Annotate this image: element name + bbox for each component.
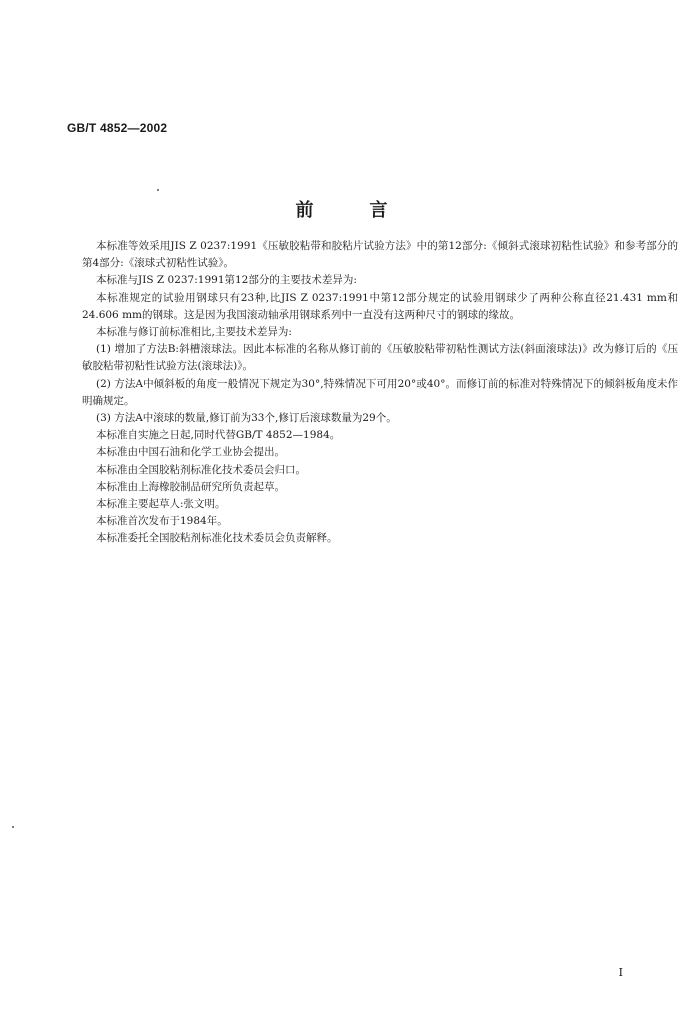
standard-code: GB/T 4852—2002 (67, 121, 168, 135)
paragraph-difference-1: (1) 增加了方法B:斜槽滚球法。因此本标准的名称从修订前的《压敏胶粘带初粘性测试方法(斜面滚球法)》改为修订后的《压敏胶粘带初粘性试验方法(滚球法)》。 (82, 343, 678, 373)
paragraph-replaces: 本标准自实施之日起,同时代替GB/T 4852—1984。 (96, 429, 341, 442)
scan-speck (157, 189, 159, 191)
paragraph-jis-differences-heading: 本标准与JIS Z 0237:1991第12部分的主要技术差异为: (96, 274, 357, 287)
scan-speck (12, 826, 14, 828)
page-title: 前言 (295, 200, 444, 221)
paragraph-difference-3: (3) 方法A中滚球的数量,修订前为33个,修订后滚球数量为29个。 (96, 412, 397, 425)
paragraph-interpretation: 本标准委托全国胶粘剂标准化技术委员会负责解释。 (96, 532, 338, 545)
paragraph-under-jurisdiction: 本标准由全国胶粘剂标准化技术委员会归口。 (96, 463, 306, 476)
paragraph-main-drafters: 本标准主要起草人:张文明。 (96, 498, 226, 511)
paragraph-proposed-by: 本标准由中国石油和化学工业协会提出。 (96, 446, 285, 459)
foreword-body (82, 238, 678, 548)
paragraph-drafted-by: 本标准由上海橡胶制品研究所负责起草。 (96, 480, 285, 493)
page-number: I (618, 966, 623, 979)
paragraph-steel-balls: 本标准规定的试验用钢球只有23种,比JIS Z 0237:1991中第12部分规定的试验用钢球少了两种公称直径21.431 mm和24.606 mm的钢球。这是因为我国滚动轴承用钢球系列中一直没有这两种尺寸的钢球的缘故。 (82, 291, 678, 321)
paragraph-first-published: 本标准首次发布于1984年。 (96, 515, 228, 528)
paragraph-adoption: 本标准等效采用JIS Z 0237:1991《压敏胶粘带和胶粘片试验方法》中的第12部分:《倾斜式滚球初粘性试验》和参考部分的第4部分:《滚球式初粘性试验》。 (82, 240, 678, 270)
paragraph-revision-differences-heading: 本标准与修订前标准相比,主要技术差异为: (96, 326, 292, 339)
paragraph-difference-2: (2) 方法A中倾斜板的角度一般情况下规定为30°,特殊情况下可用20°或40°。而修订前的标准对特殊情况下的倾斜板角度未作明确规定。 (82, 377, 678, 407)
